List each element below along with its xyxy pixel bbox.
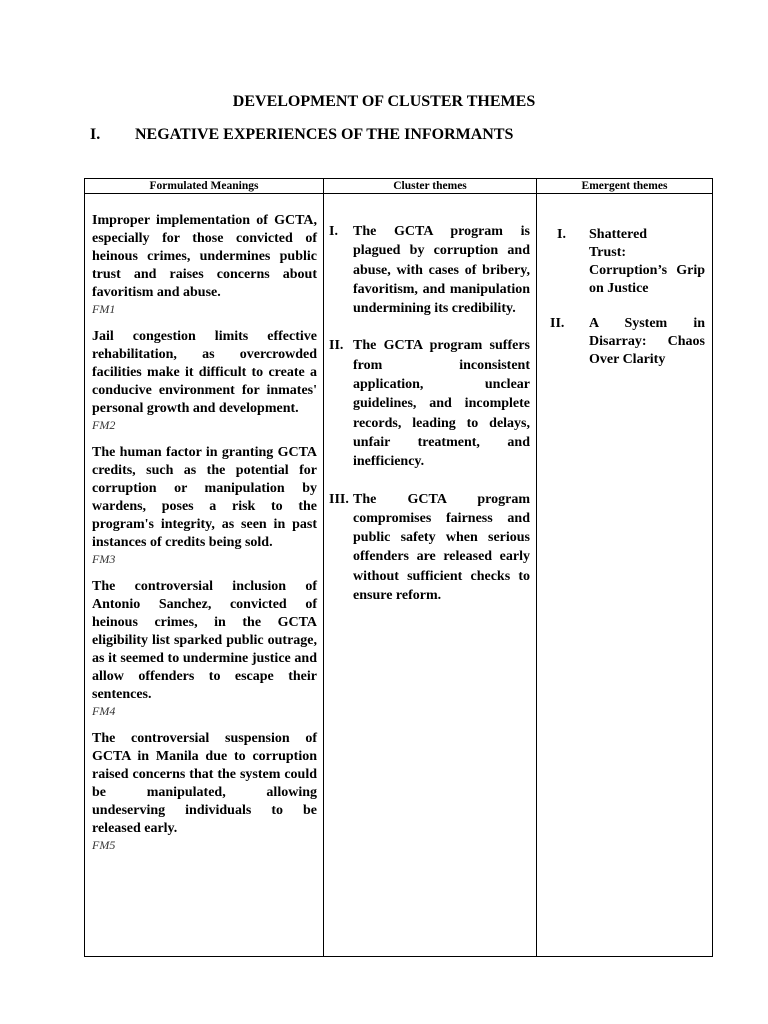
page-title: DEVELOPMENT OF CLUSTER THEMES	[232, 93, 536, 110]
formulated-meaning-text: The human factor in granting GCTA credits, such as the potential for corruption or manipulation by wardens, poses a risk to the program's integrity, as seen in past instances of credits being sold.	[92, 445, 317, 550]
formulated-meaning-item	[92, 730, 317, 852]
emergent-theme-item	[550, 226, 705, 298]
emergent-theme-first-line: Shattered	[589, 227, 648, 242]
formulated-meanings-cell	[85, 194, 324, 957]
section-number: I.	[90, 126, 101, 143]
formulated-meaning-code: FM5	[92, 838, 116, 852]
section-heading-text: NEGATIVE EXPERIENCES OF THE INFORMANTS	[135, 126, 514, 143]
emergent-theme-rest: Trust: Corruption’s Grip on Justice	[589, 245, 705, 296]
emergent-theme-item	[550, 315, 705, 369]
cluster-theme-item	[329, 490, 530, 606]
cluster-theme-text: The GCTA program suffers from inconsistent application, unclear guidelines, and incomplete records, leading to delays, unfair treatment, and inefficiency.	[353, 338, 530, 470]
formulated-meaning-code: FM2	[92, 418, 116, 432]
cluster-theme-text: The GCTA program is plagued by corruption and abuse, with cases of bribery, favoritism, and manipulation undermining its credibility.	[353, 224, 530, 317]
cluster-theme-number: II.	[329, 338, 344, 354]
formulated-meaning-text: Improper implementation of GCTA, especially for those convicted of heinous crimes, undermines public trust and raises concerns about favoritism and abuse.	[92, 213, 317, 300]
emergent-theme-text	[589, 315, 705, 369]
formulated-meaning-text: The controversial inclusion of Antonio Sanchez, convicted of heinous crimes, in the GCTA eligibility list sparked public outrage, as it seemed to undermine justice and allow offenders to escape their sentences.	[92, 579, 317, 702]
formulated-meaning-code: FM4	[92, 704, 116, 718]
cluster-themes-table	[84, 178, 713, 957]
cluster-theme-item	[329, 336, 530, 471]
table-header-row	[85, 179, 713, 194]
emergent-theme-rest: Disarray: Chaos Over Clarity	[589, 334, 705, 367]
cluster-theme-number: III.	[329, 491, 349, 507]
formulated-meaning-item	[92, 212, 317, 316]
section-heading	[90, 126, 513, 144]
cluster-theme-text: The GCTA program compromises fairness and public safety when serious offenders are released early without sufficient checks to ensure reform.	[353, 491, 530, 604]
header-cluster-themes: Cluster themes	[324, 179, 537, 194]
formulated-meaning-code: FM3	[92, 552, 116, 566]
emergent-theme-text	[589, 226, 705, 298]
header-formulated-meanings: Formulated Meanings	[85, 179, 324, 194]
formulated-meaning-item	[92, 444, 317, 566]
formulated-meaning-item	[92, 578, 317, 718]
cluster-theme-number: I.	[329, 224, 338, 239]
cluster-themes-cell	[324, 194, 537, 957]
emergent-theme-number: II.	[550, 316, 565, 331]
cluster-theme-item	[329, 222, 530, 318]
table-row	[85, 194, 713, 957]
emergent-theme-first-line: A System in	[589, 316, 705, 331]
formulated-meaning-text: The controversial suspension of GCTA in Manila due to corruption raised concerns that the system could be manipulated, allowing undeserving individuals to be released early.	[92, 731, 317, 836]
formulated-meaning-code: FM1	[92, 302, 116, 316]
formulated-meaning-text: Jail congestion limits effective rehabilitation, as overcrowded facilities make it difficult to create a conducive environment for inmates' personal growth and development.	[92, 329, 317, 416]
header-emergent-themes: Emergent themes	[537, 179, 713, 194]
formulated-meaning-item	[92, 328, 317, 432]
emergent-themes-cell	[537, 194, 713, 957]
emergent-theme-number: I.	[557, 227, 566, 242]
